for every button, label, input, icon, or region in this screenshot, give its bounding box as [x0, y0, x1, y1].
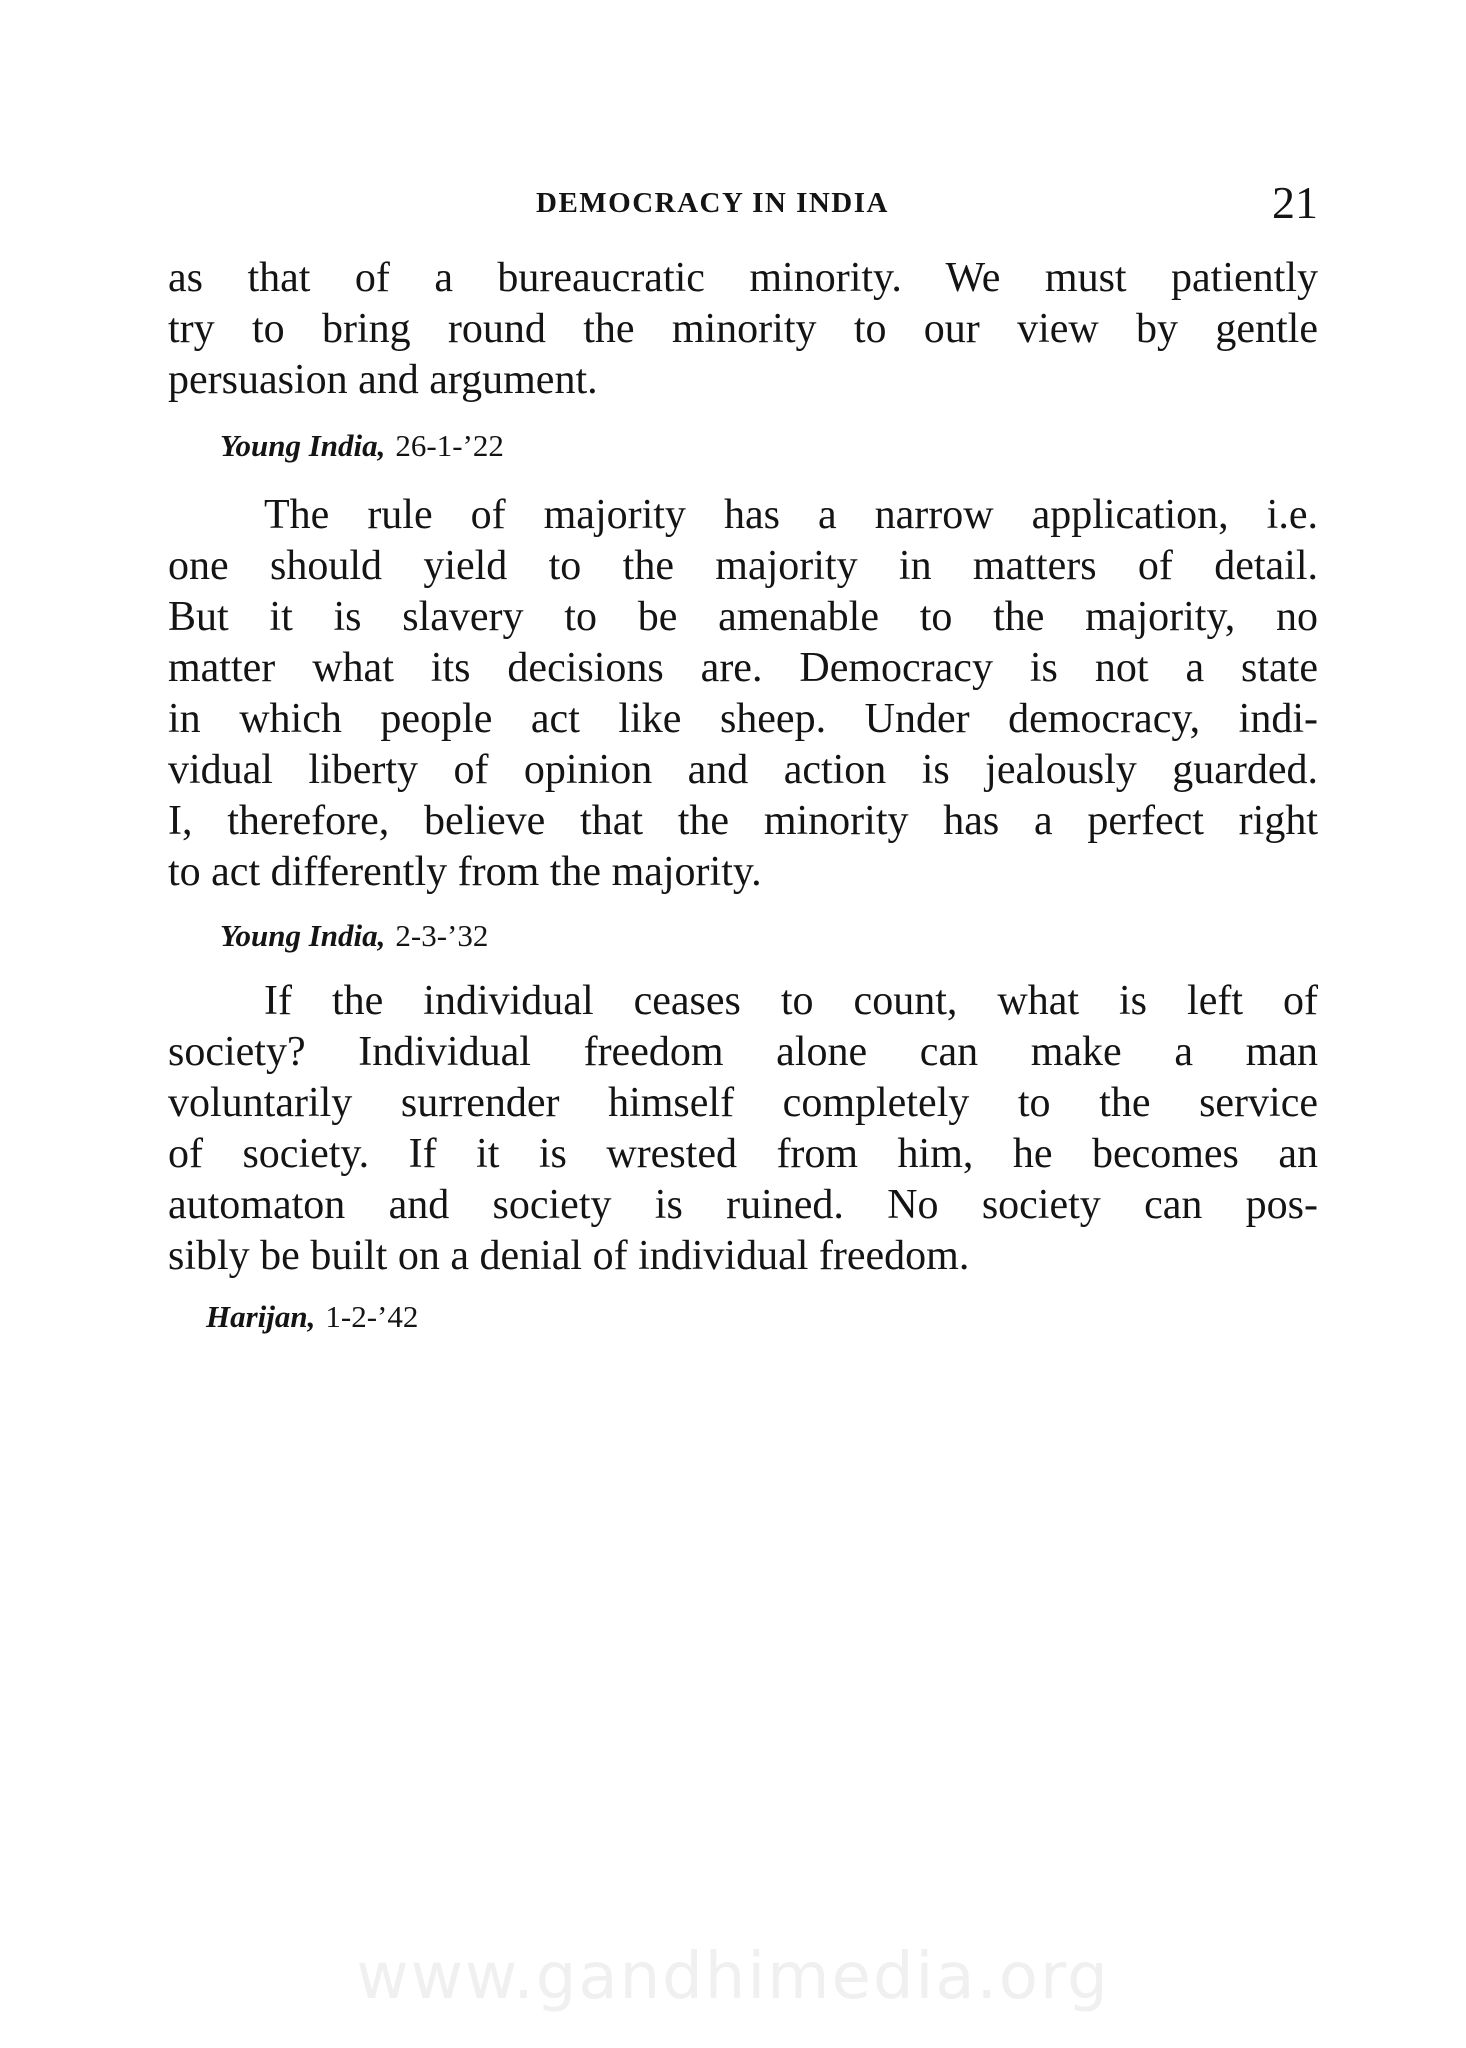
- paragraph-line: to act differently from the majority.: [168, 849, 762, 895]
- paragraph-line: persuasion and argument.: [168, 357, 598, 403]
- citation-source: Young India,: [220, 918, 386, 953]
- paragraph-line: But it is slavery to be amenable to the majority, no: [168, 594, 1318, 640]
- paragraph-line: of society. If it is wrested from him, he becomes an: [168, 1131, 1318, 1177]
- paragraph-line: as that of a bureaucratic minority. We must patiently: [168, 255, 1318, 301]
- paragraph-line: automaton and society is ruined. No society can pos-: [168, 1182, 1318, 1228]
- citation-date: 1-2-’42: [325, 1299, 419, 1334]
- paragraph-line: try to bring round the minority to our view by gentle: [168, 306, 1318, 352]
- citation-source: Young India,: [220, 428, 386, 463]
- running-head: DEMOCRACY IN INDIA: [536, 187, 889, 219]
- paragraph-line: voluntarily surrender himself completely to the service: [168, 1080, 1318, 1126]
- paragraph-line: sibly be built on a denial of individual freedom.: [168, 1233, 970, 1279]
- paragraph-line: I, therefore, believe that the minority has a perfect right: [168, 798, 1318, 844]
- paragraph-1: [168, 253, 1318, 406]
- paragraph-line: If the individual ceases to count, what is left of: [264, 978, 1318, 1024]
- paragraph-line: in which people act like sheep. Under democracy, indi-: [168, 696, 1318, 742]
- citation-1: [220, 428, 504, 464]
- paragraph-line: one should yield to the majority in matters of detail.: [168, 543, 1318, 589]
- paragraph-line: vidual liberty of opinion and action is jealously guarded.: [168, 747, 1318, 793]
- paragraph-line: The rule of majority has a narrow application, i.e.: [264, 492, 1318, 538]
- citation-2: [220, 918, 488, 954]
- paragraph-line: matter what its decisions are. Democracy is not a state: [168, 645, 1318, 691]
- page-header: [168, 176, 1318, 236]
- paragraph-3: [168, 976, 1318, 1282]
- citation-source: Harijan,: [206, 1299, 316, 1334]
- page-number: 21: [1272, 177, 1318, 228]
- watermark: www.gandhimedia.org: [356, 1940, 1110, 2014]
- paragraph-2: [168, 490, 1318, 898]
- citation-date: 26-1-’22: [395, 428, 504, 463]
- citation-date: 2-3-’32: [395, 918, 489, 953]
- citation-3: [206, 1299, 418, 1335]
- paragraph-line: society? Individual freedom alone can make a man: [168, 1029, 1318, 1075]
